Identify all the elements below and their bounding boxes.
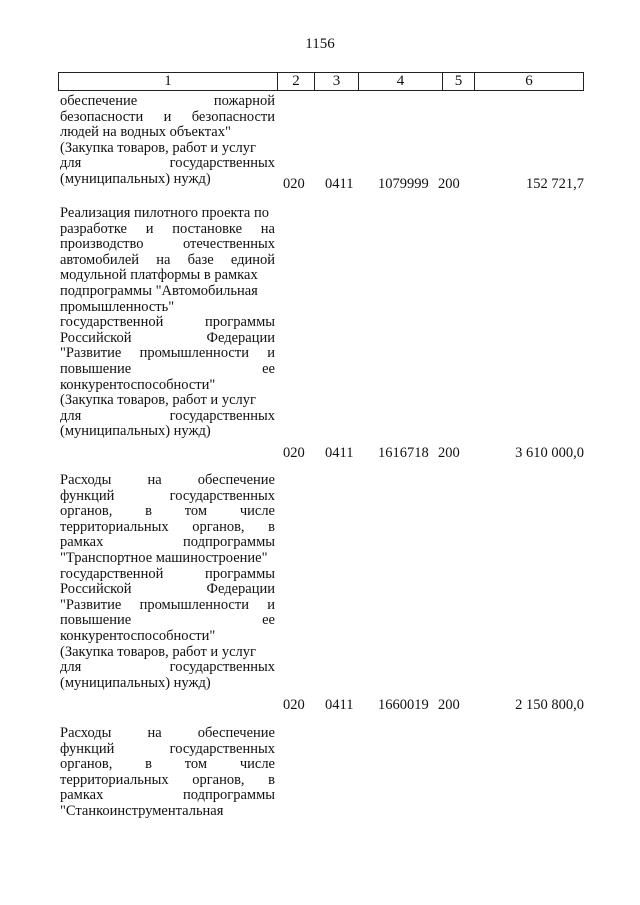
description-word: подпрограммы — [183, 534, 275, 551]
description-word: Реализация пилотного проекта по — [60, 205, 269, 221]
description-word: государственных — [169, 487, 275, 504]
description-word: функций — [60, 487, 115, 504]
description-line — [60, 378, 275, 394]
description-word: постановке — [172, 220, 243, 237]
description-word: и — [267, 345, 275, 362]
description-word: территориальных — [60, 518, 169, 535]
description-word: обеспечение — [60, 93, 138, 109]
row-description — [60, 94, 275, 188]
description-word: "Развитие — [60, 596, 122, 613]
cell-expense-type: 200 — [438, 445, 460, 461]
column-header-2: 2 — [278, 73, 315, 90]
description-word: Федерации — [206, 581, 275, 598]
description-word: рамках — [60, 534, 104, 551]
description-line — [60, 94, 275, 110]
description-line — [60, 393, 275, 409]
cell-ministry-code: 020 — [283, 445, 305, 461]
description-word: Расходы — [60, 472, 112, 488]
description-word: государственной — [60, 565, 164, 582]
description-word: модульной платформы в рамках — [60, 267, 258, 284]
column-header-1: 1 — [59, 73, 278, 90]
description-word: обеспечение — [197, 725, 275, 741]
description-line — [60, 489, 275, 505]
description-word: программы — [205, 314, 275, 331]
description-line — [60, 676, 275, 692]
description-word: государственных — [169, 407, 275, 424]
description-word: промышленности — [139, 596, 249, 613]
description-word: обеспечение — [197, 472, 275, 488]
column-header-5: 5 — [443, 73, 475, 90]
description-line — [60, 773, 275, 789]
description-word: "Транспортное машиностроение" — [60, 549, 268, 566]
description-word: конкурентоспособности" — [60, 627, 216, 644]
description-word: безопасности — [60, 108, 144, 125]
description-word: программы — [205, 565, 275, 582]
description-line — [60, 172, 275, 188]
description-line — [60, 315, 275, 331]
description-word: для — [60, 155, 82, 172]
description-word: единой — [230, 251, 275, 268]
description-word: (Закупка товаров, работ и услуг — [60, 139, 256, 156]
description-line — [60, 362, 275, 378]
description-word: и — [145, 220, 154, 237]
cell-expense-type: 200 — [438, 176, 460, 192]
description-word: "Развитие — [60, 345, 122, 362]
description-word: и — [267, 596, 275, 613]
description-line — [60, 504, 275, 520]
description-word: Российской — [60, 581, 132, 598]
description-word: государственных — [169, 659, 275, 676]
cell-amount: 152 721,7 — [526, 176, 584, 192]
description-word: подпрограммы "Автомобильная — [60, 282, 258, 299]
description-word: промышленности — [139, 345, 249, 362]
row-description — [60, 473, 275, 691]
row-description — [60, 206, 275, 440]
description-word: "Станкоинструментальная — [60, 802, 224, 819]
description-word: Расходы — [60, 725, 112, 741]
description-word: функций — [60, 740, 115, 757]
cell-target-article: 1079999 — [378, 176, 429, 192]
description-line — [60, 268, 275, 284]
description-line — [60, 645, 275, 661]
description-line — [60, 284, 275, 300]
description-word: и — [163, 108, 172, 125]
description-line — [60, 804, 275, 820]
description-line — [60, 141, 275, 157]
row-description — [60, 726, 275, 820]
description-word: ее — [262, 360, 275, 377]
description-word: Российской — [60, 329, 132, 346]
description-word: территориальных — [60, 771, 169, 788]
description-line — [60, 409, 275, 425]
description-word: (Закупка товаров, работ и услуг — [60, 392, 256, 409]
description-word: (муниципальных) нужд) — [60, 423, 211, 440]
description-word: (муниципальных) нужд) — [60, 674, 211, 691]
description-word: на — [156, 251, 171, 268]
column-header-4: 4 — [359, 73, 443, 90]
description-line — [60, 237, 275, 253]
description-word: на — [147, 472, 162, 488]
description-word: рамках — [60, 787, 104, 804]
cell-section-code: 0411 — [325, 697, 354, 713]
description-line — [60, 613, 275, 629]
description-word: органов, — [60, 503, 113, 520]
description-line — [60, 125, 275, 141]
description-word: пожарной — [213, 93, 275, 109]
description-word: в — [145, 503, 152, 520]
description-word: производство — [60, 236, 144, 253]
description-line — [60, 535, 275, 551]
cell-ministry-code: 020 — [283, 697, 305, 713]
description-line — [60, 742, 275, 758]
description-line — [60, 331, 275, 347]
description-word: повышение — [60, 360, 132, 377]
cell-target-article: 1660019 — [378, 697, 429, 713]
description-line — [60, 346, 275, 362]
cell-target-article: 1616718 — [378, 445, 429, 461]
description-word: людей на водных объектах" — [60, 124, 231, 141]
description-word: отечественных — [182, 236, 275, 253]
cell-ministry-code: 020 — [283, 176, 305, 192]
page-number: 1156 — [305, 36, 335, 52]
description-word: на — [260, 220, 275, 237]
description-line — [60, 222, 275, 238]
description-line — [60, 156, 275, 172]
description-word: том — [184, 503, 208, 520]
description-line — [60, 473, 275, 489]
cell-amount: 3 610 000,0 — [515, 445, 584, 461]
description-word: государственных — [169, 740, 275, 757]
description-line — [60, 660, 275, 676]
description-word: (муниципальных) нужд) — [60, 170, 211, 187]
description-word: для — [60, 407, 82, 424]
description-word: повышение — [60, 612, 132, 629]
description-word: конкурентоспособности" — [60, 376, 216, 393]
description-line — [60, 757, 275, 773]
description-word: (Закупка товаров, работ и услуг — [60, 643, 256, 660]
description-line — [60, 206, 275, 222]
description-line — [60, 253, 275, 269]
description-word: органов, — [60, 756, 113, 773]
description-line — [60, 551, 275, 567]
description-word: для — [60, 659, 82, 676]
cell-section-code: 0411 — [325, 445, 354, 461]
description-word: в — [268, 771, 275, 788]
description-word: базе — [187, 251, 214, 268]
description-word: безопасности — [191, 108, 275, 125]
description-line — [60, 424, 275, 440]
cell-expense-type: 200 — [438, 697, 460, 713]
description-line — [60, 726, 275, 742]
description-line — [60, 629, 275, 645]
column-header-3: 3 — [315, 73, 359, 90]
description-word: автомобилей — [60, 251, 140, 268]
description-word: Федерации — [206, 329, 275, 346]
description-word: государственных — [169, 155, 275, 172]
description-line — [60, 598, 275, 614]
description-word: числе — [239, 756, 275, 773]
description-word: в — [268, 518, 275, 535]
cell-amount: 2 150 800,0 — [515, 697, 584, 713]
description-word: в — [145, 756, 152, 773]
description-word: органов, — [192, 518, 245, 535]
description-word: подпрограммы — [183, 787, 275, 804]
description-line — [60, 788, 275, 804]
table-header — [58, 72, 584, 91]
description-line — [60, 110, 275, 126]
description-line — [60, 520, 275, 536]
column-header-6: 6 — [525, 73, 533, 89]
description-word: разработке — [60, 220, 127, 237]
cell-section-code: 0411 — [325, 176, 354, 192]
description-word: числе — [239, 503, 275, 520]
description-word: на — [147, 725, 162, 741]
description-line — [60, 582, 275, 598]
description-word: ее — [262, 612, 275, 629]
description-word: органов, — [192, 771, 245, 788]
description-line — [60, 300, 275, 316]
description-word: государственной — [60, 314, 164, 331]
description-word: том — [184, 756, 208, 773]
description-word: промышленность" — [60, 298, 175, 315]
description-line — [60, 567, 275, 583]
